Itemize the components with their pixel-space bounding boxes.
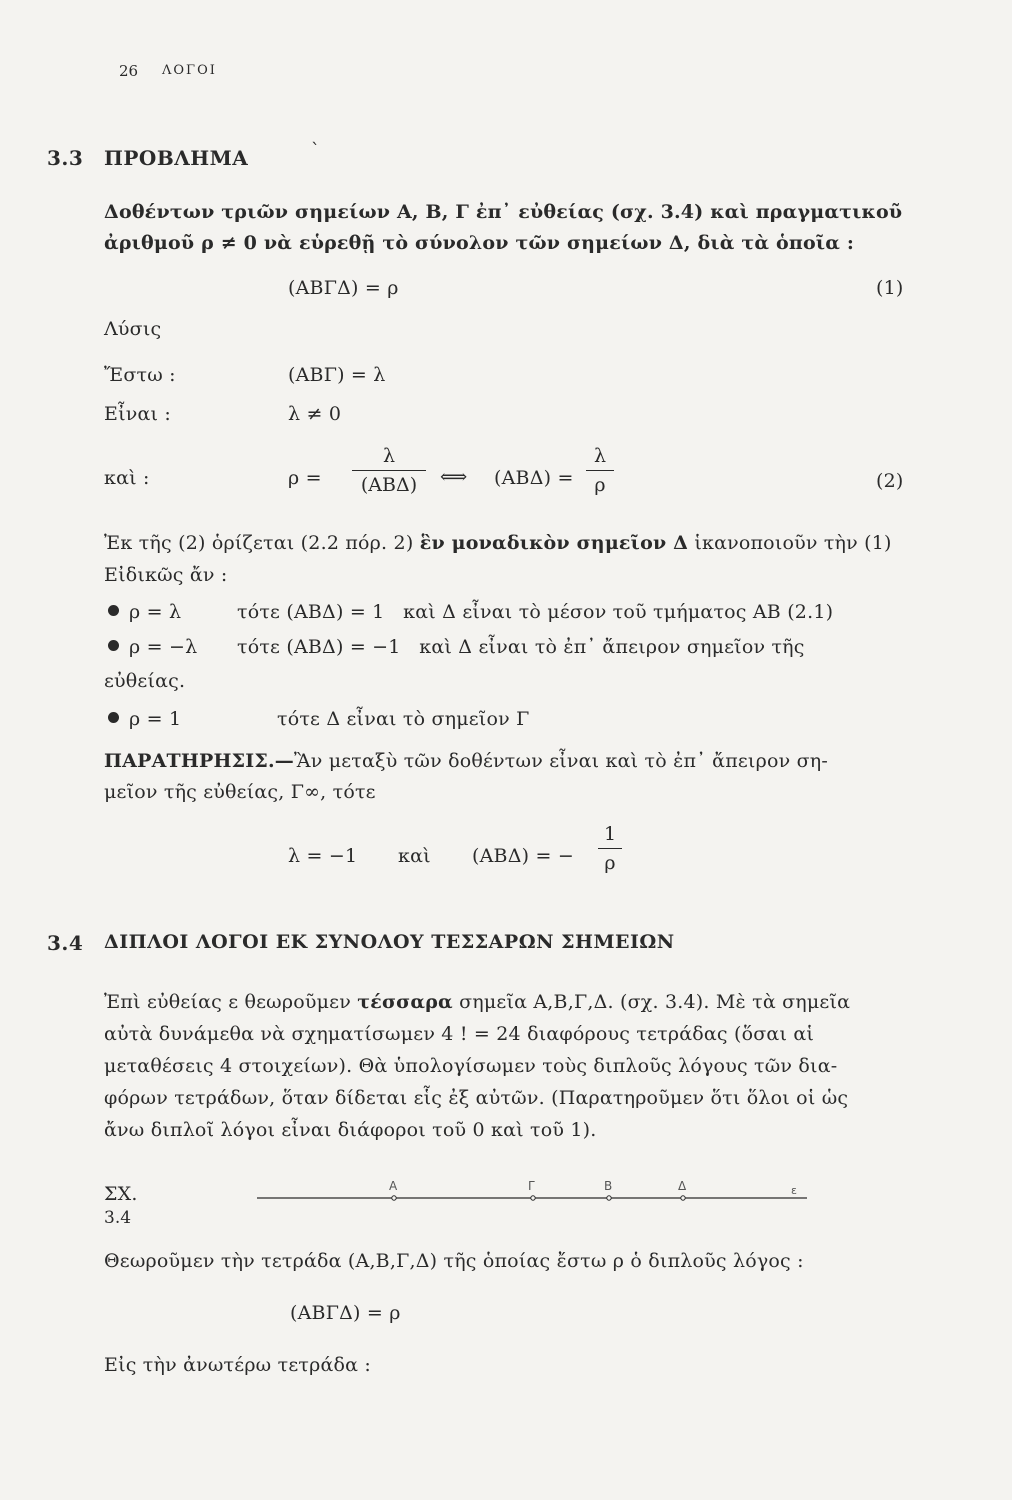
equation-2-middle: (ΑΒΔ) =: [494, 467, 574, 489]
fraction-bar: [352, 470, 426, 471]
case-2-text: τότε (ΑΒΔ) = −1 καὶ Δ εἶναι τὸ ἐπ᾽ ἄπειρον σημεῖον τῆς: [237, 636, 805, 658]
case-3-text: τότε Δ εἶναι τὸ σημεῖον Γ: [277, 708, 530, 730]
point-a: [392, 1196, 396, 1200]
case-3-condition: ρ = 1: [129, 708, 182, 730]
special-cases-label: Εἰδικῶς ἄν :: [104, 564, 228, 586]
determination-emphasis: ἓν μοναδικὸν σημεῖον Δ: [419, 532, 689, 554]
paragraph-1-line-4: φόρων τετράδων, ὅταν δίδεται εἷς ἐξ αὐτῶν. (Παρατηροῦμεν ὅτι ὅλοι οἱ ὡς: [104, 1087, 849, 1109]
paragraph-1-line-3: μεταθέσεις 4 στοιχείων). Θὰ ὑπολογίσωμεν τοὺς διπλοῦς λόγους τῶν δια-: [104, 1055, 838, 1077]
fraction-bar: [598, 848, 622, 849]
equation-2-fraction-1: [352, 445, 426, 496]
point-g: [531, 1196, 535, 1200]
point-label-g: Γ: [528, 1179, 535, 1193]
section-title: ΠΡΟΒΛΗΜΑ: [104, 146, 249, 170]
fraction-bar: [586, 470, 614, 471]
remark-eq-lhs: λ = −1: [288, 845, 358, 867]
case-1-text: τότε (ΑΒΔ) = 1 καὶ Δ εἶναι τὸ μέσον τοῦ τμήματος ΑΒ (2.1): [237, 601, 834, 623]
case-1-condition: ρ = λ: [129, 601, 182, 623]
bullet-icon: [108, 605, 119, 616]
p1-text-a: Ἐπὶ εὐθείας ε θεωροῦμεν: [104, 991, 351, 1013]
case-2-continuation: εὐθείας.: [104, 670, 186, 692]
is-label: Εἶναι :: [104, 403, 171, 425]
case-2: [108, 636, 805, 658]
remark-text-1: Ἂν μεταξὺ τῶν δοθέντων εἶναι καὶ τὸ ἐπ᾽ ἄπειρον ση-: [294, 750, 828, 772]
equation-2-tag: (2): [876, 470, 904, 492]
line-label-e: ε: [791, 1184, 797, 1197]
determination-text-a: Ἐκ τῆς (2) ὁρίζεται (2.2 πόρ. 2): [104, 532, 414, 554]
bullet-icon: [108, 712, 119, 723]
solution-label: Λύσις: [104, 318, 162, 340]
p1-emphasis: τέσσαρα: [357, 991, 453, 1013]
is-equation: λ ≠ 0: [288, 403, 342, 425]
remark-fraction: [598, 823, 622, 874]
running-title: ΛΟΓΟΙ: [162, 63, 217, 78]
and-label: καὶ :: [104, 467, 150, 489]
section-title: ΔΙΠΛΟΙ ΛΟΓΟΙ ΕΚ ΣΥΝΟΛΟΥ ΤΕΣΣΑΡΩΝ ΣΗΜΕΙΩΝ: [104, 931, 675, 953]
problem-line-2: ἀριθμοῦ ρ ≠ 0 νὰ εὑρεθῇ τὸ σύνολον τῶν σημείων Δ, διὰ τὰ ὁποῖα :: [104, 232, 855, 254]
point-d: [681, 1196, 685, 1200]
fraction-denominator: (ΑΒΔ): [360, 474, 418, 496]
determination-line: [104, 532, 892, 554]
bullet-icon: [108, 640, 119, 651]
remark-line-1: [104, 750, 828, 772]
let-equation: (ΑΒΓ) = λ: [288, 364, 386, 386]
page-number: 26: [119, 62, 139, 80]
paragraph-1-line-5: ἄνω διπλοῖ λόγοι εἶναι διάφοροι τοῦ 0 καὶ τοῦ 1).: [104, 1119, 597, 1141]
remark-eq-middle: (ΑΒΔ) = −: [472, 845, 574, 867]
p1-text-b: σημεῖα Α,Β,Γ,Δ. (σχ. 3.4). Μὲ τὰ σημεῖα: [459, 991, 851, 1013]
point-label-a: Α: [389, 1179, 398, 1193]
fraction-denominator: ρ: [594, 474, 606, 496]
figure-label: ΣΧ.: [104, 1183, 138, 1205]
equation-1: (ΑΒΓΔ) = ρ: [288, 277, 399, 299]
paragraph-2: Θεωροῦμεν τὴν τετράδα (Α,Β,Γ,Δ) τῆς ὁποίας ἔστω ρ ὁ διπλοῦς λόγος :: [104, 1250, 804, 1272]
point-label-b: Β: [604, 1179, 613, 1193]
figure-line-diagram: [255, 1172, 815, 1212]
determination-text-b: ἱκανοποιοῦν τὴν (1): [694, 532, 892, 554]
equation-2-lhs: ρ =: [288, 467, 322, 489]
point-b: [607, 1196, 611, 1200]
case-2-condition: ρ = −λ: [129, 636, 198, 658]
problem-line-1: Δοθέντων τριῶν σημείων Α, Β, Γ ἐπ᾽ εὐθείας (σχ. 3.4) καὶ πραγματικοῦ: [104, 201, 903, 223]
equivalence-arrow: ⟺: [440, 466, 468, 488]
equation-1-tag: (1): [876, 277, 904, 299]
point-label-d: Δ: [678, 1179, 687, 1193]
fraction-numerator: 1: [603, 823, 617, 845]
let-label: Ἔστω :: [104, 364, 176, 386]
stray-mark: `: [311, 140, 320, 161]
fraction-numerator: λ: [593, 445, 607, 467]
paragraph-2-equation: (ΑΒΓΔ) = ρ: [290, 1302, 401, 1324]
section-number: 3.3: [47, 146, 84, 170]
case-1: [108, 601, 833, 623]
paragraph-3: Εἰς τὴν ἀνωτέρω τετράδα :: [104, 1354, 371, 1376]
equation-2-fraction-2: [586, 445, 614, 496]
case-3: [108, 708, 529, 730]
remark-label: ΠΑΡΑΤΗΡΗΣΙΣ.—: [104, 750, 295, 772]
remark-line-2: μεῖον τῆς εὐθείας, Γ∞, τότε: [104, 781, 376, 803]
section-number: 3.4: [47, 931, 84, 955]
fraction-denominator: ρ: [604, 852, 616, 874]
fraction-numerator: λ: [382, 445, 396, 467]
figure-number: 3.4: [104, 1208, 132, 1228]
paragraph-1-line-2: αὐτὰ δυνάμεθα νὰ σχηματίσωμεν 4 ! = 24 διαφόρους τετράδας (ὅσαι αἱ: [104, 1023, 815, 1045]
paragraph-1-line-1: [104, 991, 850, 1013]
remark-eq-and: καὶ: [398, 845, 431, 867]
